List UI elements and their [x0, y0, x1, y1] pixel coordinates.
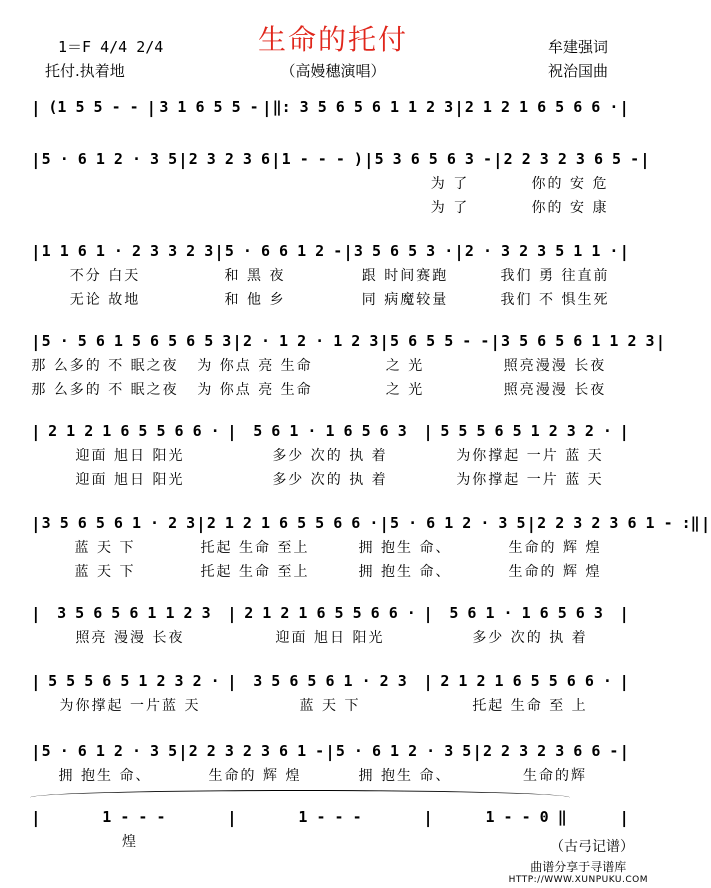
lyric-measure: 托起 生命 至 上 [472, 698, 588, 714]
final-tie [30, 790, 570, 805]
measure: 3 1 6 5 5 - [159, 98, 259, 116]
lyric-measure: 多少 次的 执 着 [272, 472, 388, 488]
measure: 1 1 6 1 · 2 3 3 2 3 [41, 242, 214, 260]
measure: 2 2 3 2 3 6 1 - [188, 742, 325, 760]
lyric-measure: 照亮漫漫 长夜 [503, 382, 607, 398]
lyric-measure: 拥 抱生 命、 [58, 768, 152, 784]
measure: 1 - - 0 ‖ [485, 808, 567, 826]
lyric-line [30, 766, 630, 784]
lyric-measure: 我们 不 惧生死 [500, 292, 610, 308]
transcriber-note: （古弓记谱） [550, 839, 634, 855]
measure: 5 6 1 · 1 6 5 6 3 [449, 604, 603, 622]
measure: 5 · 6 1 2 · 3 5 [41, 742, 178, 760]
lyric-line [30, 174, 630, 192]
lyric-measure: 迎面 旭日 阳光 [75, 448, 185, 464]
barline: | [31, 331, 41, 351]
lyric-measure: 跟 时间赛跑 [361, 268, 449, 284]
barline: | [31, 241, 41, 261]
lyric-line [30, 356, 630, 374]
song-title: 生命的托付 [257, 23, 408, 56]
lyric-measure: 蓝 天 下 [74, 540, 136, 556]
measure: 5 6 1 · 1 6 5 6 3 [253, 422, 407, 440]
lyric-line [30, 562, 630, 580]
notation-line [30, 420, 630, 442]
measure: 1 - - - ) [281, 150, 363, 168]
lyric-measure: 同 病魔较量 [361, 292, 449, 308]
lyricist-credit: 牟建强词 [548, 38, 609, 56]
lyric-measure: 为你撑起 一片蓝 天 [59, 698, 201, 714]
measure: 2 1 2 1 6 5 5 6 6 · [48, 422, 220, 440]
barline: | [423, 807, 433, 827]
measure: 5 · 6 1 2 · 3 5 [335, 742, 472, 760]
lyric-measure: 和 黑 夜 [224, 268, 286, 284]
lyric-line [30, 696, 630, 714]
lyric-line [30, 470, 630, 488]
barline: | [423, 671, 433, 691]
barline: | [490, 331, 501, 351]
barline: | [31, 603, 41, 623]
lyric-measure: 生命的 辉 煌 [508, 564, 602, 580]
lyric-measure: 多少 次的 执 着 [272, 448, 388, 464]
barline: | [31, 741, 41, 761]
barline: | [196, 513, 206, 533]
barline: | [454, 241, 464, 261]
barline: | [493, 149, 503, 169]
lyric-measure: 之 光 [385, 358, 425, 374]
tempo-marking: 托付.执着地 [45, 62, 125, 80]
lyric-measure: 为 你点 亮 生命 [197, 358, 313, 374]
lyric-measure: 托起 生命 至上 [200, 540, 310, 556]
barline: | [454, 97, 464, 117]
barline: | [423, 421, 433, 441]
lyric-measure: 多少 次的 执 着 [472, 630, 588, 646]
watermark [509, 858, 648, 885]
measure: 5 5 5 6 5 1 2 3 2 · [48, 672, 220, 690]
lyric-measure: 拥 抱生 命、 [358, 540, 452, 556]
lyric-measure: 你的 安 危 [531, 176, 609, 192]
barline: | [619, 807, 630, 827]
measure: 1 - - - [298, 808, 362, 826]
measure: 3 5 6 5 6 1 1 2 3 [501, 332, 655, 350]
barline: | [178, 741, 188, 761]
measure: 2 1 2 1 6 5 5 6 6 · [440, 672, 612, 690]
lyric-line [30, 380, 630, 398]
measure: 5 3 6 5 6 3 - [374, 150, 492, 168]
lyric-measure: 那 么多的 不 眠之夜 [31, 382, 179, 398]
measure: 2 · 1 2 · 1 2 3 [242, 332, 379, 350]
measure: 3 5 6 5 6 1 · 2 3 [253, 672, 407, 690]
lyric-line [30, 628, 630, 646]
lyric-measure: 你的 安 康 [531, 200, 609, 216]
barline: | [619, 421, 630, 441]
barline: | [619, 241, 630, 261]
lyric-measure: 生命的 辉 煌 [208, 768, 302, 784]
lyric-measure: 蓝 天 下 [299, 698, 361, 714]
performer-subtitle: （高嫚穗演唱） [280, 62, 386, 80]
barline: | [640, 149, 650, 169]
notation-line [30, 806, 630, 828]
barline: | [31, 149, 41, 169]
lyric-measure: 托起 生命 至上 [200, 564, 310, 580]
barline: | [363, 149, 374, 169]
measure: 1 - - - [102, 808, 166, 826]
watermark-url: HTTP://WWW.XUNPUKU.COM [508, 875, 648, 885]
barline: | [343, 241, 353, 261]
measure: 2 3 2 3 6 [188, 150, 271, 168]
lyric-line [30, 832, 630, 850]
barline: | [178, 149, 188, 169]
lyric-measure: 为你撑起 一片 蓝 天 [456, 448, 604, 464]
measure: (1 5 5 - - [48, 98, 139, 116]
measure: 3 5 6 5 3 · [353, 242, 454, 260]
measure: 2 1 2 1 6 5 5 6 6 · [206, 514, 379, 532]
measure: ‖: 3 5 6 5 6 1 1 2 3 [272, 98, 454, 116]
lyric-line [30, 538, 630, 556]
lyric-line [30, 198, 630, 216]
notation-line [30, 740, 630, 762]
barline: | [619, 97, 630, 117]
lyric-measure: 我们 勇 往直前 [500, 268, 610, 284]
notation-line [30, 96, 630, 118]
measure: 5 · 6 6 1 2 - [224, 242, 343, 260]
barline: | [472, 741, 482, 761]
barline: | [379, 331, 390, 351]
lyric-measure: 为 了 [430, 200, 470, 216]
lyric-measure: 拥 抱生 命、 [358, 768, 452, 784]
measure: 3 5 6 5 6 1 1 2 3 [57, 604, 211, 622]
barline: | [227, 421, 237, 441]
lyric-measure: 和 他 乡 [224, 292, 286, 308]
measure: 5 5 5 6 5 1 2 3 2 · [440, 422, 612, 440]
measure: 3 5 6 5 6 1 · 2 3 [41, 514, 196, 532]
barline: | [700, 513, 711, 533]
lyric-measure: 照亮漫漫 长夜 [503, 358, 607, 374]
barline: | [619, 603, 630, 623]
lyric-measure: 照亮 漫漫 长夜 [75, 630, 185, 646]
barline: | [655, 331, 666, 351]
barline: | [271, 149, 281, 169]
measure: 5 6 5 5 - - [390, 332, 490, 350]
measure: 5 · 6 1 2 · 3 5 [390, 514, 526, 532]
barline: | [227, 671, 237, 691]
barline: | [227, 603, 237, 623]
lyric-measure: 为 了 [430, 176, 470, 192]
lyric-line [30, 290, 630, 308]
lyric-measure: 拥 抱生 命、 [358, 564, 452, 580]
notation-line [30, 670, 630, 692]
lyric-line [30, 266, 630, 284]
lyric-measure: 生命的 辉 煌 [508, 540, 602, 556]
measure: 5 · 6 1 2 · 3 5 [41, 150, 178, 168]
lyric-measure: 煌 [122, 834, 138, 850]
notation-line [30, 602, 630, 624]
key-signature: 1＝F 4/4 2/4 [58, 38, 164, 56]
measure: 2 2 3 2 3 6 5 - [503, 150, 640, 168]
barline: | [619, 741, 630, 761]
barline: | [423, 603, 433, 623]
barline: | [232, 331, 242, 351]
lyric-measure: 之 光 [385, 382, 425, 398]
lyric-measure: 无论 故地 [69, 292, 141, 308]
notation-line [30, 240, 630, 262]
notation-line [30, 512, 711, 534]
watermark-text: 曲谱分享于寻谱库 [530, 860, 627, 874]
measure: 5 · 5 6 1 5 6 5 6 5 3 [41, 332, 232, 350]
barline: | [214, 241, 224, 261]
notation-line [30, 330, 666, 352]
barline: | [31, 97, 41, 117]
measure: 2 1 2 1 6 5 5 6 6 · [244, 604, 416, 622]
barline: | [31, 807, 41, 827]
barline: | [227, 807, 237, 827]
lyric-measure: 迎面 旭日 阳光 [75, 472, 185, 488]
measure: 2 · 3 2 3 5 1 1 · [464, 242, 619, 260]
barline: | [619, 671, 630, 691]
lyric-measure: 为 你点 亮 生命 [197, 382, 313, 398]
barline: | [31, 513, 41, 533]
lyric-measure: 迎面 旭日 阳光 [275, 630, 385, 646]
barline: | [526, 513, 537, 533]
lyric-measure: 生命的辉 [523, 768, 587, 784]
measure: 2 2 3 2 3 6 1 - :‖ [537, 514, 700, 532]
composer-credit: 祝治国曲 [548, 62, 609, 80]
measure: 2 2 3 2 3 6 6 - [482, 742, 619, 760]
notation-line [30, 148, 650, 170]
barline: | [146, 97, 157, 117]
lyric-measure: 不分 白天 [69, 268, 141, 284]
barline: | [31, 421, 41, 441]
lyric-measure: 那 么多的 不 眠之夜 [31, 358, 179, 374]
lyric-line [30, 446, 630, 464]
barline: | [261, 97, 272, 117]
measure: 2 1 2 1 6 5 6 6 · [464, 98, 619, 116]
barline: | [31, 671, 41, 691]
lyric-measure: 蓝 天 下 [74, 564, 136, 580]
lyric-measure: 为你撑起 一片 蓝 天 [456, 472, 604, 488]
barline: | [379, 513, 390, 533]
barline: | [325, 741, 335, 761]
